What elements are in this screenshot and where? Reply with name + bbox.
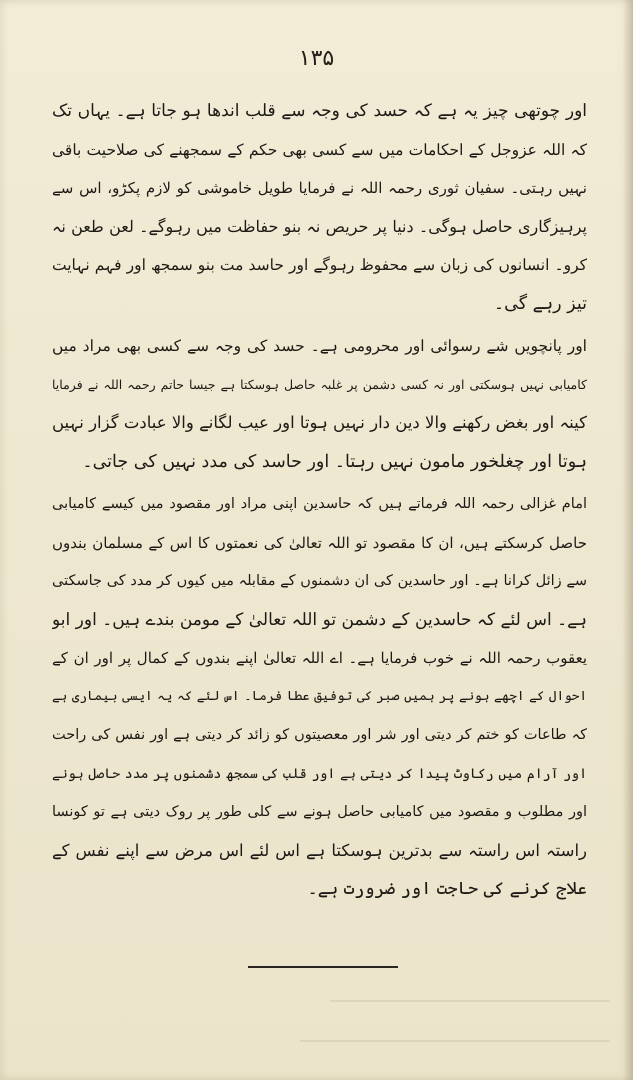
- text-line: علاج کرنے کی حاجت اور ضرورت ہے۔: [307, 879, 587, 899]
- page-number: ۱۳۵: [298, 46, 335, 71]
- text-line: راستہ اس راستہ سے بدترین ہوسکتا ہے اس لئے اس مرض سے اپنے نفس کے: [52, 840, 587, 860]
- paragraph-2: [52, 327, 587, 481]
- page-edge-shadow: [623, 0, 633, 1080]
- text-line: ہے۔ اس لئے کہ حاسدین کے دشمن تو اللہ تعالیٰ کے مومن بندے ہیں۔ اور ابو: [52, 609, 587, 630]
- text-line: اور آرام میں رکاوٹ پیدا کر دیتی ہے اور قلب کی سمجھ دشمنوں پر مدد حاصل ہونے: [52, 765, 587, 782]
- text-line: اور مطلوب و مقصود میں کامیابی حاصل ہونے سے کلی طور پر روک دیتی ہے تو کونسا: [52, 804, 587, 820]
- text-line: کینہ اور بغض رکھنے والا دین دار نہیں ہوتا اور عیب لگانے والا عبادت گزار نہیں: [52, 413, 587, 432]
- show-through-mark: [300, 1040, 610, 1042]
- paragraph-3: [52, 485, 587, 909]
- text-line: کہ اللہ عزوجل کے احکامات میں سے کسی بھی حکم کے سمجھنے کی صلاحیت باقی: [52, 140, 587, 159]
- text-line: ہوتا اور چغلخور مامون نہیں رہتا۔ اور حاسد کی مدد نہیں کی جاتی۔: [82, 451, 587, 472]
- text-line: کہ طاعات کو ختم کر دیتی اور شر اور معصیتوں کو زائد کر دیتی ہے اور نفس کی راحت: [52, 727, 587, 743]
- text-line: سے زائل کرانا ہے۔ اور حاسدین کی ان دشمنوں کے مقابلہ میں کیوں کر مدد کی جاسکتی: [52, 573, 587, 589]
- text-line: حاصل کرسکتے ہیں، ان کا مقصود تو اللہ تعالیٰ کی نعمتوں کا اس کے مسلمان بندوں: [52, 533, 587, 552]
- text-line: یعقوب رحمہ اللہ نے خوب فرمایا ہے۔ اے اللہ تعالیٰ اپنے بندوں کے کمال پر اور ان کے: [52, 649, 587, 667]
- text-line: اور چوتھی چیز یہ ہے کہ حسد کی وجہ سے قلب اندھا ہو جاتا ہے۔ یہاں تک: [52, 101, 587, 121]
- text-line: کرو۔ انسانوں کی زبان سے محفوظ رہوگے اور حاسد مت بنو سمجھ اور فہم نہایت: [52, 256, 587, 274]
- show-through-mark: [330, 1000, 610, 1002]
- text-line: کامیابی نہیں ہوسکتی اور نہ کسی دشمن پر غلبہ حاصل ہوسکتا ہے جیسا حاتم رحمہ اللہ نے فرمایا: [52, 376, 587, 392]
- text-line: امام غزالی رحمہ اللہ فرماتے ہیں کہ حاسدین اپنی مراد اور مقصود میں کیسے کامیابی: [52, 496, 587, 512]
- paragraph-1: [52, 92, 587, 323]
- page-body-text: [52, 92, 587, 913]
- text-line: اور پانچویں شے رسوائی اور محرومی ہے۔ حسد کی وجہ سے کسی بھی مراد میں: [52, 337, 587, 355]
- section-divider: [248, 966, 398, 968]
- text-line: تیز رہے گی۔: [493, 293, 587, 314]
- text-line: پرہیزگاری حاصل ہوگی۔ دنیا پر حریص نہ بنو حفاظت میں رہوگے۔ لعن طعن نہ: [52, 216, 587, 236]
- text-line: احوال کے اچھے ہونے پر ہمیں صبر کی توفیق عطا فرما۔ اس لئے کہ یہ ایسی بیماری ہے: [52, 688, 587, 704]
- text-line: نہیں رہتی۔ سفیان ثوری رحمہ اللہ نے فرمایا طویل خاموشی کو لازم پکڑو، اس سے: [52, 179, 587, 197]
